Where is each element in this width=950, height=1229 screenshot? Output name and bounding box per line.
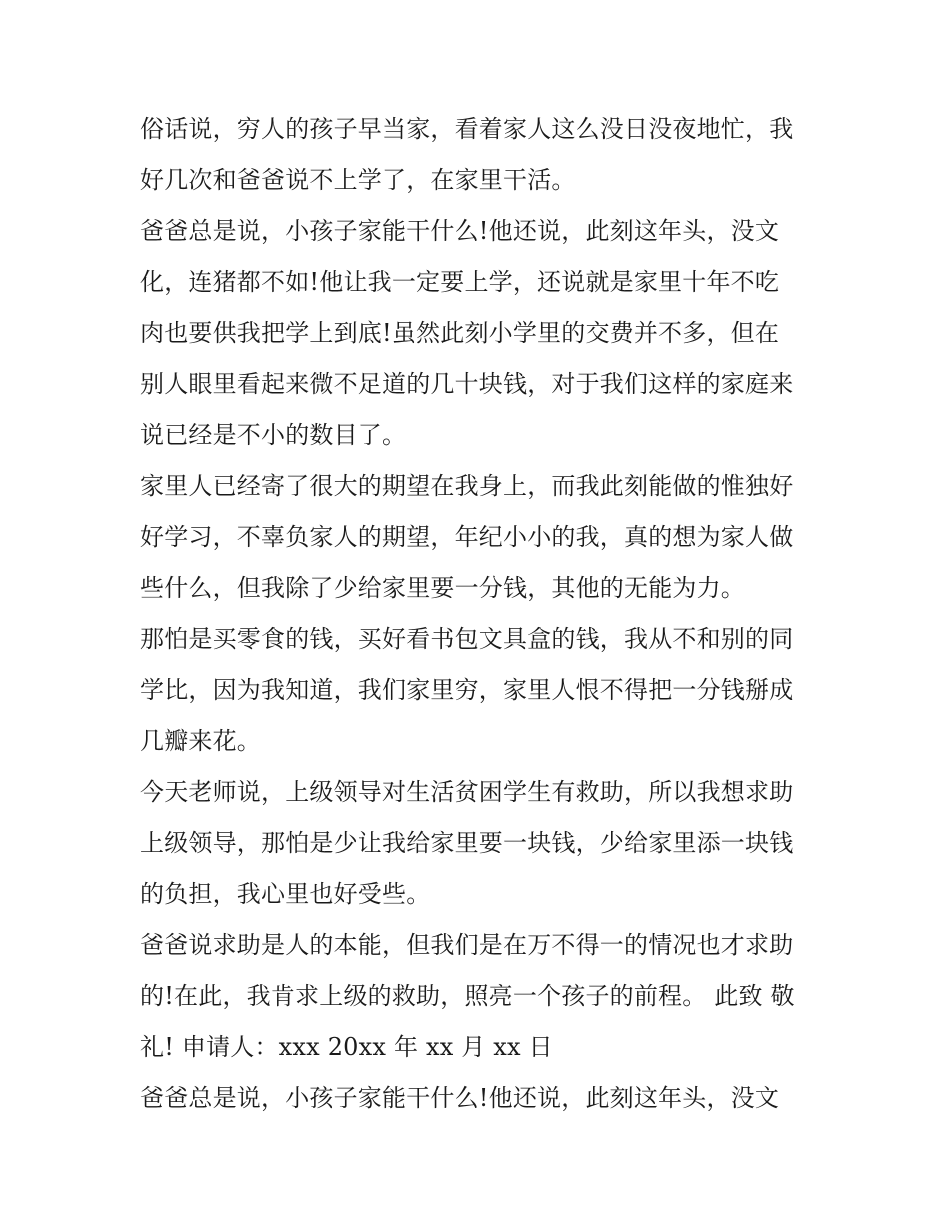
text-line: 礼! 申请人：xxx 20xx 年 xx 月 xx 日 xyxy=(140,1033,553,1061)
text-line: 化，连猪都不如!他让我一定要上学，还说就是家里十年不吃 xyxy=(140,268,780,296)
text-line: 的!在此，我肯求上级的救助，照亮一个孩子的前程。 此致 敬 xyxy=(140,982,795,1010)
text-line: 家里人已经寄了很大的期望在我身上，而我此刻能做的惟独好 xyxy=(140,472,794,500)
text-line: 好学习，不辜负家人的期望，年纪小小的我，真的想为家人做 xyxy=(140,523,794,551)
text-line: 别人眼里看起来微不足道的几十块钱，对于我们这样的家庭来 xyxy=(140,370,794,398)
text-line: 学比，因为我知道，我们家里穷，家里人恨不得把一分钱掰成 xyxy=(140,676,794,704)
text-line: 那怕是买零食的钱，买好看书包文具盒的钱，我从不和别的同 xyxy=(140,625,794,653)
document-body xyxy=(140,104,820,1124)
text-line: 的负担，我心里也好受些。 xyxy=(140,880,431,908)
text-line: 肉也要供我把学上到底!虽然此刻小学里的交费并不多，但在 xyxy=(140,319,780,347)
text-line: 说已经是不小的数目了。 xyxy=(140,421,407,449)
text-line: 爸爸总是说，小孩子家能干什么!他还说，此刻这年头，没文 xyxy=(140,217,780,245)
text-line: 几瓣来花。 xyxy=(140,727,261,755)
text-line: 上级领导，那怕是少让我给家里要一块钱，少给家里添一块钱 xyxy=(140,829,794,857)
text-line: 今天老师说，上级领导对生活贫困学生有救助，所以我想求助 xyxy=(140,778,794,806)
text-line: 些什么，但我除了少给家里要一分钱，其他的无能为力。 xyxy=(140,574,745,602)
text-line: 好几次和爸爸说不上学了，在家里干活。 xyxy=(140,166,576,194)
text-line: 爸爸说求助是人的本能，但我们是在万不得一的情况也才求助 xyxy=(140,931,794,959)
text-line: 俗话说，穷人的孩子早当家，看着家人这么没日没夜地忙，我 xyxy=(140,115,794,143)
text-line: 爸爸总是说，小孩子家能干什么!他还说，此刻这年头，没文 xyxy=(140,1084,780,1112)
